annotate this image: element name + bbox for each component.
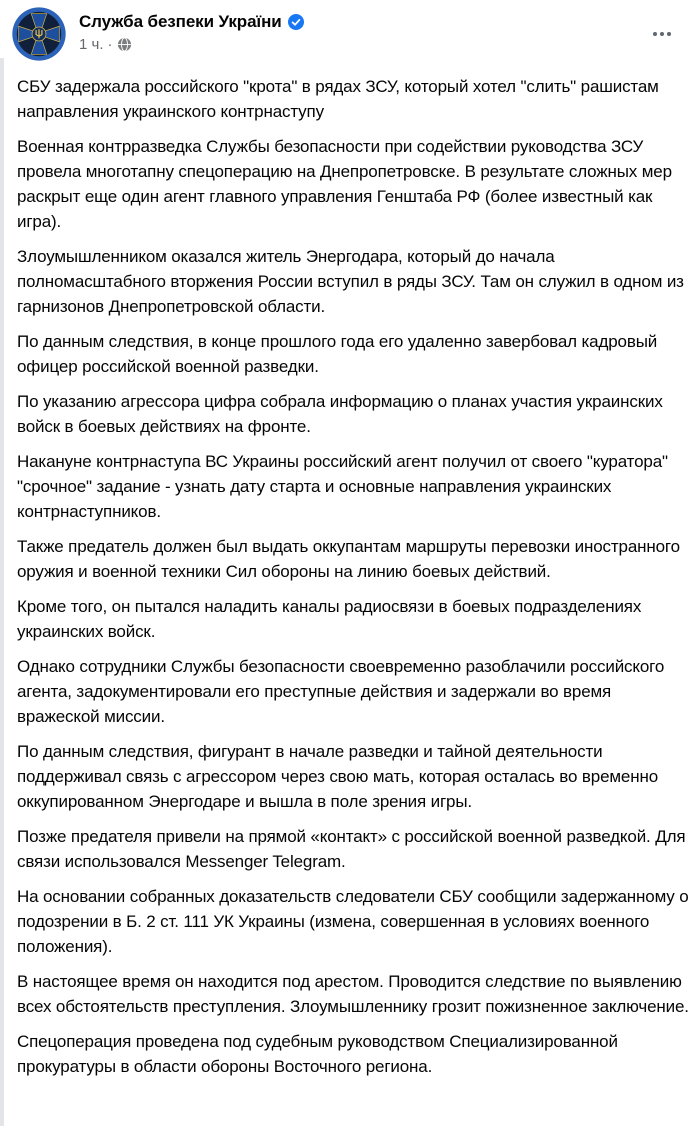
post-body (0, 65, 697, 1079)
post-paragraph: На основании собранных доказательств следователи СБУ сообщили задержанному о подозрении в Б. 2 ст. 111 УК Украины (измена, совершенная в условиях военного положения). (17, 887, 689, 956)
post-options-button[interactable] (649, 24, 675, 44)
ellipsis-icon (653, 32, 671, 36)
post-paragraph: Злоумышленником оказался житель Энергодара, который до начала полномасштабного вторжения России вступил в ряды ЗСУ. Там он служил в одном из гарнизонов Днепропетровской области. (17, 247, 684, 316)
page-avatar[interactable] (10, 5, 68, 63)
post-paragraph: Военная контрразведка Службы безопасности при содействии руководства ЗСУ провела многотапну спецоперацию на Днепропетровске. В результате сложных мер раскрыт еще один агент главного управления Генштаба РФ (более известный как игра). (17, 137, 672, 231)
header-info (79, 5, 304, 53)
post-paragraph: СБУ задержала российского "крота" в рядах ЗСУ, который хотел "слить" рашистам направления украинского контрнаступу (17, 77, 659, 121)
post-header (0, 0, 697, 65)
post-paragraph: Позже предателя привели на прямой «контакт» с российской военной разведкой. Для связи использовался Messenger Telegram. (17, 827, 686, 871)
post-paragraph: По данным следствия, в конце прошлого года его удаленно завербовал кадровый офицер российской военной разведки. (17, 332, 658, 376)
post-paragraph: Спецоперация проведена под судебным руководством Специализированной прокуратуры в области обороны Восточного региона. (17, 1032, 618, 1076)
verified-badge-icon (288, 14, 304, 30)
post-paragraph: Кроме того, он пытался наладить каналы радиосвязи в боевых подразделениях украинских войск. (17, 597, 642, 641)
post-paragraph: По указанию агрессора цифра собрала информацию о планах участия украинских войск в боевых действиях на фронте. (17, 392, 663, 436)
meta-separator: · (107, 36, 113, 53)
post-paragraph: Также предатель должен был выдать оккупантам маршруты перевозки иностранного оружия и военной техники Сил обороны на линию боевых действий. (17, 537, 680, 581)
page-background-edge (0, 58, 4, 1126)
post-paragraph: По данным следствия, фигурант в начале разведки и тайной деятельности поддерживал связь с агрессором через свою мать, которая осталась во временно оккупированном Энергодаре и вышла в поле зрения игры. (17, 742, 658, 811)
post-meta (79, 36, 304, 53)
post-paragraph: В настоящее время он находится под арестом. Проводится следствие по выявлению всех обстоятельств преступления. Злоумышленнику грозит пожизненное заключение. (17, 972, 689, 1016)
globe-icon (117, 37, 132, 52)
sbu-emblem-icon (11, 6, 67, 62)
page-name-link[interactable]: Служба безпеки України (79, 12, 282, 31)
post-timestamp[interactable]: 1 ч. (79, 36, 104, 53)
post-paragraph: Накануне контрнаступа ВС Украины российский агент получил от своего "куратора" "срочное" задание - узнать дату старта и основные направления украинских контрнаступников. (17, 452, 668, 521)
post-paragraph: Однако сотрудники Службы безопасности своевременно разоблачили российского агента, задокументировали его преступные действия и задержали во время вражеской миссии. (17, 657, 665, 726)
